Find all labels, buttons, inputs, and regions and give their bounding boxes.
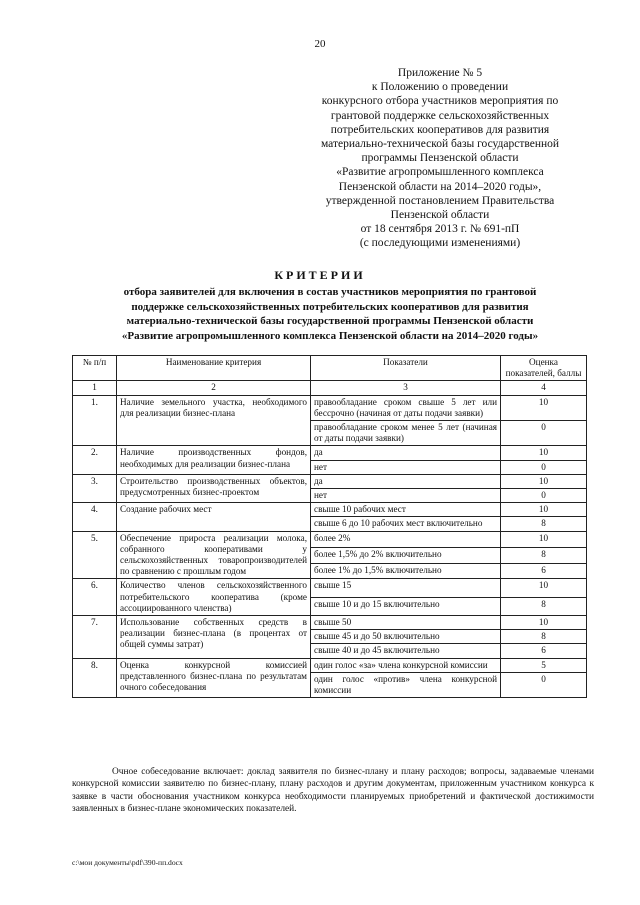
annex-line: материально-технической базы государственной <box>320 138 560 151</box>
score-cell: 8 <box>501 630 587 644</box>
annex-line: от 18 сентября 2013 г. № 691-пП <box>360 223 520 236</box>
indicator-cell: свыше 10 и до 15 включительно <box>311 597 501 615</box>
header-num: № п/п <box>73 356 117 381</box>
score-cell: 8 <box>501 597 587 615</box>
score-cell: 10 <box>501 446 587 460</box>
indicator-cell: свыше 45 и до 50 включительно <box>311 630 501 644</box>
criterion-name: Оценка конкурсной комиссией представленного бизнес-плана по результатам очного собеседования <box>117 658 311 698</box>
criterion-name: Наличие производственных фондов, необходимых для реализации бизнес-плана <box>117 446 311 474</box>
file-path-footer: c:\мои документы\pdf\390-пп.docx <box>72 858 183 867</box>
col-number: 2 <box>117 381 311 395</box>
criterion-number: 7. <box>73 616 117 659</box>
table-row <box>73 446 587 460</box>
criterion-name: Создание рабочих мест <box>117 503 311 531</box>
score-cell: 0 <box>501 672 587 697</box>
document-title: КРИТЕРИИ <box>274 268 366 282</box>
annex-line: грантовой поддержке сельскохозяйственных <box>330 109 550 122</box>
criterion-number: 2. <box>73 446 117 474</box>
table-row <box>73 616 587 630</box>
page-number: 20 <box>314 38 326 50</box>
criterion-name: Использование собственных средств в реализации бизнес-плана (в процентах от общей суммы затрат) <box>117 616 311 659</box>
score-cell: 6 <box>501 644 587 658</box>
table-row <box>73 579 587 597</box>
criterion-name: Обеспечение прироста реализации молока, собранного кооперативами у сельскохозяйственных товаропроизводителей по сравнению с прошлым годом <box>117 531 311 579</box>
score-cell: 0 <box>501 421 587 446</box>
score-cell: 10 <box>501 531 587 547</box>
column-numbers-row <box>73 381 587 395</box>
criterion-name: Количество членов сельскохозяйственного потребительского кооператива (кроме ассоциированного членства) <box>117 579 311 616</box>
table-header-row <box>73 356 587 381</box>
score-cell: 0 <box>501 460 587 474</box>
criterion-number: 8. <box>73 658 117 698</box>
indicator-cell: один голос «против» члена конкурсной комиссии <box>311 672 501 697</box>
criterion-number: 1. <box>73 395 117 446</box>
annex-line: конкурсного отбора участников мероприятия по <box>321 95 559 108</box>
annex-line: Пензенской области на 2014–2020 годы», <box>338 180 542 193</box>
annex-line: «Развитие агропромышленного комплекса <box>336 166 544 179</box>
criterion-number: 4. <box>73 503 117 531</box>
indicator-cell: правообладание сроком менее 5 лет (начиная от даты подачи заявки) <box>311 421 501 446</box>
indicator-cell: свыше 10 рабочих мест <box>311 503 501 517</box>
annex-line: утвержденной постановлением Правительства <box>325 194 555 207</box>
subtitle-line: «Развитие агропромышленного комплекса Пензенской области на 2014–2020 годы» <box>121 329 539 342</box>
criterion-name: Наличие земельного участка, необходимого для реализации бизнес-плана <box>117 395 311 446</box>
table-row <box>73 395 587 420</box>
annex-line: Приложение № 5 <box>397 67 483 79</box>
score-cell: 10 <box>501 616 587 630</box>
table-row <box>73 531 587 547</box>
score-cell: 8 <box>501 547 587 563</box>
criterion-number: 5. <box>73 531 117 579</box>
subtitle-line: поддержке сельскохозяйственных потребительских кооперативов для развития <box>131 300 529 313</box>
criterion-name: Строительство производственных объектов, предусмотренных бизнес-проектом <box>117 474 311 502</box>
annex-line: Пензенской области <box>390 209 490 222</box>
indicator-cell: свыше 15 <box>311 579 501 597</box>
indicator-cell: нет <box>311 489 501 503</box>
criterion-number: 6. <box>73 579 117 616</box>
score-cell: 10 <box>501 579 587 597</box>
table-row <box>73 658 587 672</box>
score-cell: 10 <box>501 474 587 488</box>
indicator-cell: нет <box>311 460 501 474</box>
score-cell: 0 <box>501 489 587 503</box>
annex-line: (с последующими изменениями) <box>359 237 521 250</box>
indicator-cell: да <box>311 446 501 460</box>
criteria-table <box>72 355 587 698</box>
annex-line: к Положению о проведении <box>371 81 509 94</box>
indicator-cell: свыше 40 и до 45 включительно <box>311 644 501 658</box>
col-number: 3 <box>311 381 501 395</box>
score-cell: 6 <box>501 563 587 579</box>
header-score: Оценка показателей, баллы <box>501 356 587 381</box>
interview-note: Очное собеседование включает: доклад заявителя по бизнес-плану и плану расходов; вопросы, задаваемые членами конкурсной комиссии заявителю по бизнес-плану, плану расходов и другим документам, приложенным участником конкурса к заявке в части обоснования участником конкурса необходимости планируемых приобретений и фактической достижимости заявленных в бизнес-плане экономических показателей. <box>72 767 594 815</box>
col-number: 1 <box>73 381 117 395</box>
indicator-cell: свыше 6 до 10 рабочих мест включительно <box>311 517 501 531</box>
table-row <box>73 474 587 488</box>
subtitle-line: материально-технической базы государственной программы Пензенской области <box>126 315 534 327</box>
criterion-number: 3. <box>73 474 117 502</box>
annex-line: потребительских кооперативов для развития <box>330 123 550 136</box>
indicator-cell: более 1% до 1,5% включительно <box>311 563 501 579</box>
subtitle-line: отбора заявителей для включения в состав участников мероприятия по грантовой <box>123 286 537 298</box>
header-name: Наименование критерия <box>117 356 311 381</box>
table-row <box>73 503 587 517</box>
col-number: 4 <box>501 381 587 395</box>
indicator-cell: правообладание сроком свыше 5 лет или бессрочно (начиная от даты подачи заявки) <box>311 395 501 420</box>
annex-header <box>290 66 590 251</box>
header-indicator: Показатели <box>311 356 501 381</box>
indicator-cell: один голос «за» члена конкурсной комиссии <box>311 658 501 672</box>
indicator-cell: свыше 50 <box>311 616 501 630</box>
indicator-cell: более 1,5% до 2% включительно <box>311 547 501 563</box>
annex-line: программы Пензенской области <box>361 152 519 165</box>
indicator-cell: да <box>311 474 501 488</box>
score-cell: 10 <box>501 503 587 517</box>
document-subtitle <box>60 285 600 343</box>
score-cell: 8 <box>501 517 587 531</box>
indicator-cell: более 2% <box>311 531 501 547</box>
score-cell: 5 <box>501 658 587 672</box>
score-cell: 10 <box>501 395 587 420</box>
